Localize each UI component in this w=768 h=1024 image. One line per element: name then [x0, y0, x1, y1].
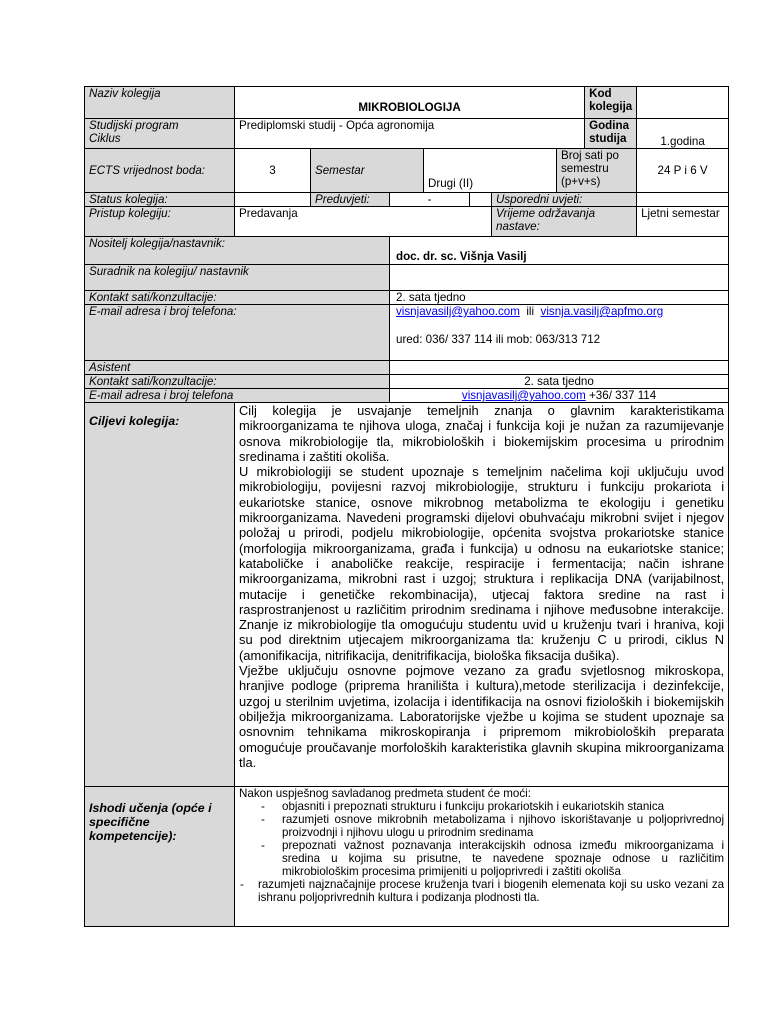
phone-line: ured: 036/ 337 114 ili mob: 063/313 712	[396, 333, 601, 346]
email-or-text: ili	[526, 305, 535, 318]
course-syllabus-form	[84, 86, 728, 927]
course-name-value: MIKROBIOLOGIJA	[235, 87, 585, 119]
outcomes-list	[239, 800, 724, 904]
program-label-text: Studijski program	[89, 119, 179, 132]
ects-label: ECTS vrijednost boda:	[85, 149, 235, 193]
email-line	[396, 305, 724, 318]
outcome-item: - razumjeti osnove mikrobnih metabolizama i njihovo iskorištavanje u poljoprivrednoj proizvodnji i njihovu ulogu u prirodnim sredinama	[239, 813, 724, 839]
email-link-secondary[interactable]: visnja.vasilj@apfmo.org	[540, 305, 664, 318]
ects-value: 3	[235, 149, 311, 193]
course-code-value	[637, 87, 729, 119]
email-phone-label: E-mail adresa i broj telefona:	[85, 305, 390, 361]
access-label: Pristup kolegiju:	[85, 207, 235, 237]
holder-value: doc. dr. sc. Višnja Vasilj	[390, 237, 729, 265]
outcome-item: - razumjeti najznačajnije procese kruženja tvari i biogenih elemenata koji su usko vezani za ishranu poljoprivrednih kultura i podizanja plodnosti tla.	[239, 878, 724, 904]
cycle-label-text: Ciklus	[89, 132, 121, 145]
assistant-contact-label: Kontakt sati/konzultacije:	[85, 375, 390, 389]
syllabus-table	[84, 86, 729, 927]
contact-hours-value: 2. sata tjedno	[390, 291, 729, 305]
parallel-conditions-value	[637, 193, 729, 207]
assistant-phone: +36/ 337 114	[589, 389, 657, 402]
assistant-email-label: E-mail adresa i broj telefona	[85, 389, 390, 403]
hours-value: 24 P i 6 V	[637, 149, 729, 193]
goals-paragraph: U mikrobiologiji se student upoznaje s temeljnim načelima koji uključuju uvod mikrobiologiju, povijesni razvoj mikrobiologije, strukturu i funkciju prokariota i eukariotske stanice, osnove mikrobnog metabolizma te ekologiju i genetiku mikroorganizama. Navedeni programski dijelovi obuhvaćaju mikrobni svijet i njegov položaj u prirodi, podjelu mikrobiologije, općenita svojstva prokariotske stanice (morfologija mikroorganizama, građa i funkcija) u odnosu na eukariotske stanice; kataboličke i anaboličke reakcije, respiracije i fermentacija; način ishrane mikroorganizama, mikrobni rast i uzgoj; struktura i replikacija DNA (varijabilnost, mutacije i genetičke rekombinacija), utjecaj faktora sredine na rast i rasprostranjenost u različitim prirodnim sredinama i njihove međusobne interakcije. Znanje iz mikrobiologije tla omogućuju studentu uvid u kruženju tvari i hraniva, koji su pod direktnim utjecajem mikroorganizama tla: kruženju C u prirodi, ciklus N (amonifikacija, nitrifikacija, denitrifikacija, biološka fiksacija dušika).	[239, 464, 725, 663]
status-value	[235, 193, 311, 207]
parallel-conditions-label: Usporedni uvjeti:	[492, 193, 637, 207]
hours-label: Broj sati po semestru (p+v+s)	[557, 149, 637, 193]
program-label	[85, 119, 235, 149]
course-name-label: Naziv kolegija	[85, 87, 235, 119]
access-value: Predavanja	[235, 207, 492, 237]
goals-paragraph: Vježbe uključuju osnovne pojmove vezano za građu svjetlosnog mikroskopa, hranjive podloge (priprema hranilišta i kultura),metode sterilizacija i dezinfekcije, uzgoj u sterilnim uvjetima, izolacija i identifikacija na osnovi fizioloških i biokemijskih obilježja mikroorganizama. Laboratorijske vježbe u kojima se student upoznaje sa osnovnim tehnikama mikroskopiranja i pripremom mikrobioloških preparata omogućuje proučavanje morfoloških karakteristika glavnih skupina mikroorganizama tla.	[239, 663, 725, 770]
assistant-email-link[interactable]: visnjavasilj@yahoo.com	[461, 389, 586, 402]
outcome-item: - prepoznati važnost poznavanja interakcijskih odnosa između mikroorganizama i sredina u kojima su prisutne, te navedene spoznaje odnose u različitim mikrobiološkim procesima primijeniti u poljoprivredi i zaštiti okoliša	[239, 839, 724, 878]
semester-value: Drugi (II)	[424, 149, 557, 193]
outcomes-label: Ishodi učenja (opće i specifične kompetencije):	[85, 787, 235, 927]
associate-value	[390, 265, 729, 291]
assistant-email-value	[390, 389, 729, 403]
contact-hours-label: Kontakt sati/konzultacije:	[85, 291, 390, 305]
time-label: Vrijeme održavanja nastave:	[492, 207, 637, 237]
email-link-primary[interactable]: visnjavasilj@yahoo.com	[396, 305, 520, 318]
goals-label: Ciljevi kolegija:	[85, 403, 235, 787]
assistant-label: Asistent	[85, 361, 390, 375]
year-value: 1.godina	[637, 119, 729, 149]
prerequisites-label: Preduvjeti:	[311, 193, 390, 207]
assistant-contact-value: 2. sata tjedno	[390, 375, 729, 389]
assistant-value	[390, 361, 729, 375]
outcome-item: - objasniti i prepoznati strukturu i funkciju prokariotskih i eukariotskih stanica	[239, 800, 724, 813]
year-label: Godina studija	[585, 119, 637, 149]
course-code-label: Kod kolegija	[585, 87, 637, 119]
prerequisites-value: -	[390, 193, 470, 207]
goals-content	[235, 403, 729, 787]
program-value: Prediplomski studij - Opća agronomija	[235, 119, 585, 149]
email-phone-value	[390, 305, 729, 361]
prerequisites-spacer	[470, 193, 492, 207]
holder-label: Nositelj kolegija/nastavnik:	[85, 237, 390, 265]
outcomes-content	[235, 787, 729, 927]
goals-paragraph: Cilj kolegija je usvajanje temeljnih znanja o glavnim karakteristikama mikroorganizama te njihova uloga, značaj i funkcija koji je nužan za razumijevanje osnova mikrobiologije tla, mikrobioloških i biokemijskim procesima u prirodnim sredinama i zaštiti okoliša.	[239, 403, 725, 464]
status-label: Status kolegija:	[85, 193, 235, 207]
outcomes-intro: Nakon uspješnog savladanog predmeta student će moći:	[239, 787, 531, 800]
associate-label: Suradnik na kolegiju/ nastavnik	[85, 265, 390, 291]
time-value: Ljetni semestar	[637, 207, 729, 237]
semester-label: Semestar	[311, 149, 424, 193]
